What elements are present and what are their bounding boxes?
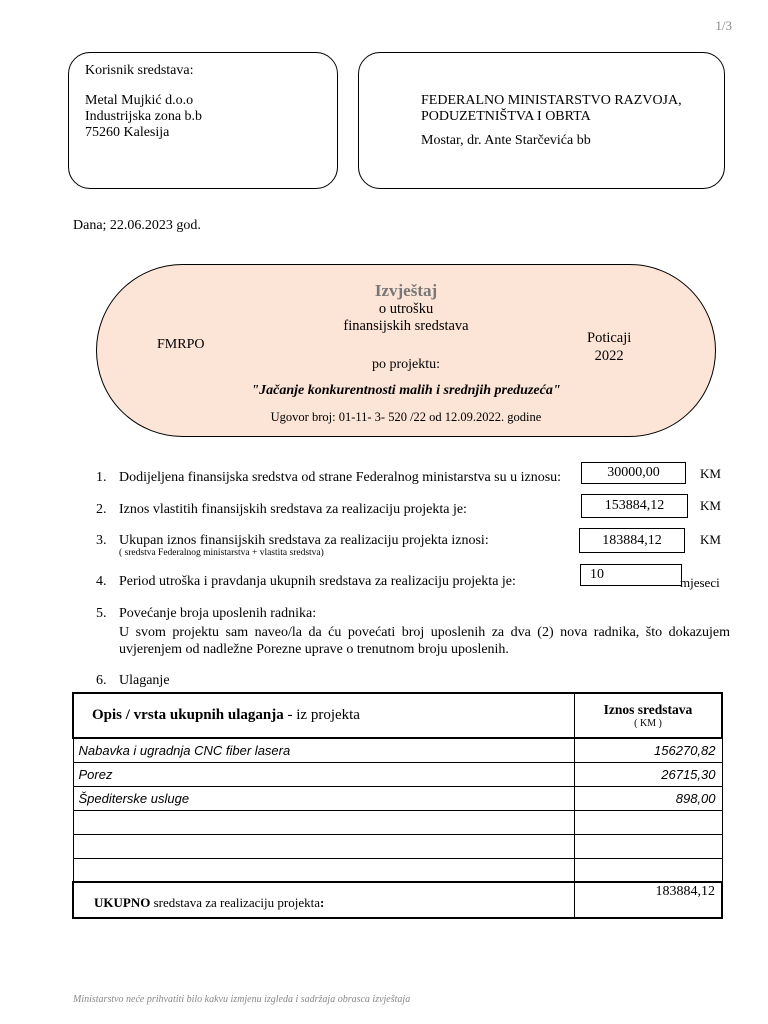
poticaji-year: 2022 [594, 348, 624, 364]
row-description [73, 834, 575, 858]
row-description: Porez [73, 762, 575, 786]
row-amount [575, 810, 723, 834]
item-text: Povećanje broja uposlenih radnika: [119, 606, 317, 621]
report-oval [96, 264, 716, 437]
report-title: Izvještaj [374, 281, 438, 300]
amount-header: Iznos sredstava ( KM ) [575, 693, 723, 738]
report-subtitle-2: finansijskih sredstava [343, 318, 469, 334]
unit-months: mjeseci [680, 575, 720, 590]
row-description: Nabavka i ugradnja CNC fiber lasera [73, 738, 575, 762]
row-amount [575, 834, 723, 858]
total-row [73, 882, 722, 918]
row-description [73, 858, 575, 882]
item-number: 1. [96, 470, 107, 485]
table-row [73, 762, 722, 786]
description-header: Opis / vrsta ukupnih ulaganja - iz projekta [73, 693, 575, 738]
contract-number: Ugovor broj: 01-11- 3- 520 /22 od 12.09.2022. godine [270, 410, 542, 424]
recipient-line1: FEDERALNO MINISTARSTVO RAZVOJA, [421, 93, 682, 108]
row-amount [575, 858, 723, 882]
total-value: 183884,12 [575, 882, 723, 918]
row-amount: 26715,30 [575, 762, 723, 786]
item-number: 4. [96, 574, 107, 589]
item-text: Ulaganje [119, 673, 170, 688]
sender-city: 75260 Kalesija [85, 125, 170, 140]
table-row [73, 858, 722, 882]
date-line: Dana; 22.06.2023 god. [73, 218, 201, 233]
fmrpo-label: FMRPO [157, 337, 205, 352]
footer-note: Ministarstvo neće prihvatiti bilo kakvu izmjenu izgleda i sadržaja obrasca izvještaja [73, 994, 411, 1005]
table-row [73, 786, 722, 810]
item-number: 2. [96, 502, 107, 517]
sender-box [68, 52, 338, 189]
unit-km: KM [700, 532, 721, 547]
own-funds-amount: 153884,12 [581, 494, 688, 518]
project-label: po projektu: [371, 357, 441, 372]
row-amount: 898,00 [575, 786, 723, 810]
recipient-line2: PODUZETNIŠTVA I OBRTA [421, 109, 591, 124]
sender-name: Metal Mujkić d.o.o [85, 93, 194, 108]
investment-table [72, 692, 723, 919]
item-note: ( sredstva Federalnog ministarstva + vlastita sredstva) [119, 548, 324, 558]
poticaji-line1: Poticaji [587, 330, 632, 346]
table-row [73, 738, 722, 762]
row-description: Špediterske usluge [73, 786, 575, 810]
row-description [73, 810, 575, 834]
page-number: 1/3 [715, 18, 732, 33]
total-funds-amount: 183884,12 [579, 528, 685, 553]
item-text: Period utroška i pravdanja ukupnih sredstava za realizaciju projekta je: [119, 574, 516, 589]
unit-km: KM [700, 498, 721, 513]
item-number: 3. [96, 533, 107, 548]
sender-label: Korisnik sredstava: [85, 63, 194, 78]
sender-street: Industrijska zona b.b [85, 109, 203, 124]
total-label: UKUPNO sredstava za realizaciju projekta: [73, 882, 575, 918]
row-amount: 156270,82 [575, 738, 723, 762]
table-header-row [73, 693, 722, 738]
period-months: 10 [580, 564, 682, 586]
report-subtitle-1: o utrošku [378, 301, 434, 317]
allocated-amount: 30000,00 [581, 462, 686, 484]
item-text: Ukupan iznos finansijskih sredstava za realizaciju projekta iznosi: [119, 533, 489, 548]
item-text: Iznos vlastitih finansijskih sredstava za realizaciju projekta je: [119, 502, 467, 517]
recipient-box [358, 52, 725, 189]
table-row [73, 810, 722, 834]
item-number: 5. [96, 606, 107, 621]
item-text: Dodijeljena finansijska sredstva od strane Federalnog ministarstva su u iznosu: [119, 470, 562, 485]
project-name: "Jačanje konkurentnosti malih i srednjih preduzeća" [251, 383, 561, 398]
unit-km: KM [700, 466, 721, 481]
recipient-address: Mostar, dr. Ante Starčevića bb [421, 133, 591, 148]
table-row [73, 834, 722, 858]
item-number: 6. [96, 673, 107, 688]
employment-paragraph: U svom projektu sam naveo/la da ću povećati broj uposlenih za dva (2) nova radnika, što dokazujem uvjerenjem od nadležne Porezne uprave o trenutnom broju uposlenih. [119, 625, 730, 657]
